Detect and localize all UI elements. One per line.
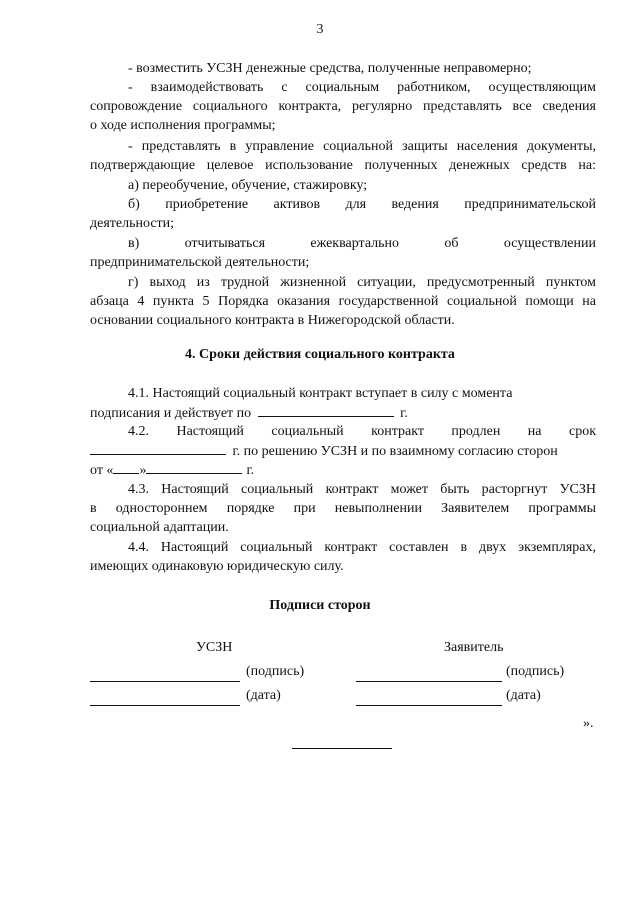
applicant-signature-label: (подпись) <box>506 664 565 679</box>
paragraph-documents-line2: подтверждающие целевое использование полученных денежных средств на: <box>90 158 596 173</box>
paragraph-documents-line1: - представлять в управление социальной защиты населения документы, <box>128 139 596 154</box>
item-v-line1: в) отчитываться ежеквартально об осуществлении <box>128 236 596 251</box>
item-b-line1: б) приобретение активов для ведения предпринимательской <box>128 197 596 212</box>
page-number: 3 <box>316 22 324 37</box>
footer-separator-line <box>292 748 392 749</box>
party-uszn: УСЗН <box>196 640 233 655</box>
extension-term-blank[interactable] <box>90 442 226 455</box>
paragraph-interact-line1: - взаимодействовать с социальным работником, осуществляющим <box>128 80 596 95</box>
date-close-quote: » <box>139 463 147 478</box>
clause-4-3-line1: 4.3. Настоящий социальный контракт может быть расторгнут УСЗН <box>128 482 596 497</box>
clause-4-1-line1: 4.1. Настоящий социальный контракт вступает в силу с момента <box>128 386 513 401</box>
date-open-quote: от « <box>90 463 114 478</box>
clause-4-3-line2: в одностороннем порядке при невыполнении Заявителем программы <box>90 501 596 516</box>
clause-4-1-line2 <box>90 404 596 423</box>
item-g-line3: основании социального контракта в Нижегородской области. <box>90 313 455 328</box>
item-a: а) переобучение, обучение, стажировку; <box>128 178 368 193</box>
clause-4-1-text: подписания и действует по <box>90 406 252 421</box>
uszn-date-label: (дата) <box>246 688 281 703</box>
item-g-line2: абзаца 4 пункта 5 Порядка оказания государственной социальной помощи на <box>90 294 596 309</box>
paragraph-interact-line3: о ходе исполнения программы; <box>90 118 276 133</box>
clause-4-1-year-suffix: г. <box>400 406 408 421</box>
section-4-title: 4. Сроки действия социального контракта <box>185 347 455 362</box>
signatures-title: Подписи сторон <box>269 598 371 613</box>
closing-quote-mark: ». <box>583 716 594 731</box>
party-applicant: Заявитель <box>444 640 504 655</box>
uszn-signature-label: (подпись) <box>246 664 305 679</box>
paragraph-return-funds: - возместить УСЗН денежные средства, полученные неправомерно; <box>128 61 532 76</box>
applicant-date-label: (дата) <box>506 688 541 703</box>
clause-4-2-line1: 4.2. Настоящий социальный контракт продлен на срок <box>128 424 596 439</box>
paragraph-interact-line2: сопровождение социального контракта, регулярно представлять все сведения <box>90 99 596 114</box>
clause-4-2-text: г. по решению УСЗН и по взаимному согласию сторон <box>232 444 558 459</box>
clause-4-2-line3 <box>90 461 596 480</box>
item-g-line1: г) выход из трудной жизненной ситуации, предусмотренный пунктом <box>128 275 596 290</box>
item-b-line2: деятельности; <box>90 216 175 231</box>
uszn-signature-line[interactable] <box>90 680 240 682</box>
clause-4-2-line2 <box>90 442 596 461</box>
item-v-line2: предпринимательской деятельности; <box>90 255 310 270</box>
applicant-signature-line[interactable] <box>356 680 502 682</box>
valid-until-blank[interactable] <box>258 404 394 417</box>
clause-4-4-line1: 4.4. Настоящий социальный контракт составлен в двух экземплярах, <box>128 540 596 555</box>
clause-4-3-line3: социальной адаптации. <box>90 520 229 535</box>
applicant-date-line[interactable] <box>356 704 502 706</box>
date-year-suffix: г. <box>246 463 255 478</box>
clause-4-4-line2: имеющих одинаковую юридическую силу. <box>90 559 344 574</box>
date-day-blank[interactable] <box>113 461 139 474</box>
uszn-date-line[interactable] <box>90 704 240 706</box>
date-month-year-blank[interactable] <box>146 461 242 474</box>
